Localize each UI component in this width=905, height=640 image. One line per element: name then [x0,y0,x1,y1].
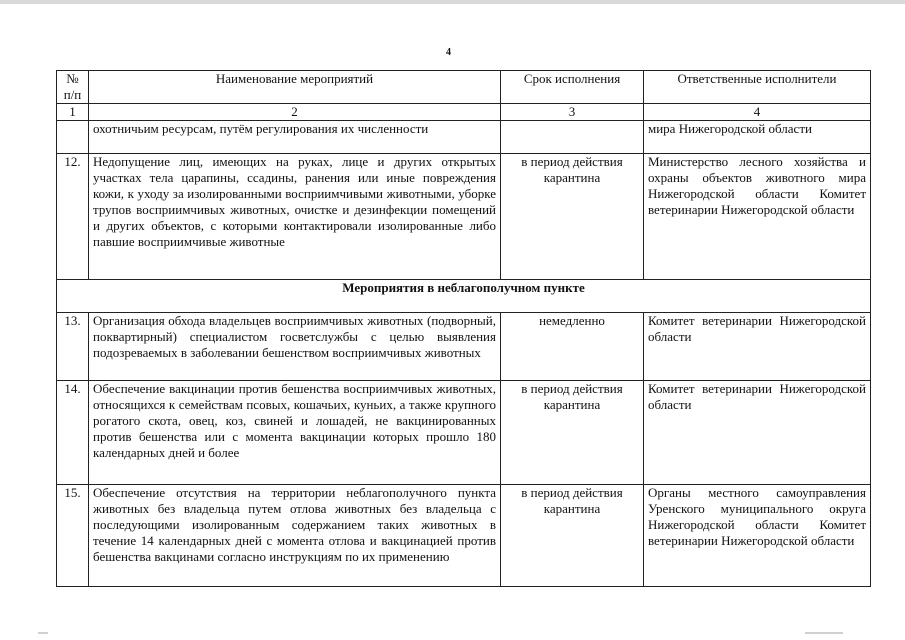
column-number: 3 [501,104,644,121]
column-number: 4 [644,104,871,121]
row-number: 12. [57,154,89,280]
header-number: № п/п [57,71,89,104]
row-responsible: мира Нижегородской области [644,121,871,154]
row-task: охотничьим ресурсам, путём регулирования их численности [89,121,501,154]
table-row [57,381,871,485]
row-term [501,121,644,154]
row-term: в период действия карантина [501,485,644,587]
table-row [57,154,871,280]
table-row [57,485,871,587]
row-term: в период действия карантина [501,381,644,485]
column-number: 2 [89,104,501,121]
row-responsible: Комитет ветеринарии Нижегородской области [644,381,871,485]
row-task: Организация обхода владельцев восприимчивых животных (подворный, поквартирный) специалистом госветслужбы с целью выявления подозреваемых в заболевании бешенством восприимчивых животных [89,313,501,381]
section-title: Мероприятия в неблагополучном пункте [57,280,871,313]
row-responsible: Комитет ветеринарии Нижегородской области [644,313,871,381]
header-term: Срок исполнения [501,71,644,104]
column-number-row [57,104,871,121]
column-number: 1 [57,104,89,121]
row-task: Обеспечение отсутствия на территории неблагополучного пункта животных без владельца путем отлова животных без владельца с последующими изолированным содержанием таких животных в течение 14 календарных дней с момента отлова и вакцинацией против бешенства вакцинами согласно инструкциям по их применению [89,485,501,587]
scan-mark [805,632,843,634]
row-number: 14. [57,381,89,485]
row-number: 13. [57,313,89,381]
row-responsible: Органы местного самоуправления Уренского муниципального округа Нижегородской области Комитет ветеринарии Нижегородской области [644,485,871,587]
table-header-row [57,71,871,104]
scan-mark [38,632,48,634]
measures-table [56,70,871,587]
header-name: Наименование мероприятий [89,71,501,104]
row-number [57,121,89,154]
row-term: немедленно [501,313,644,381]
row-number: 15. [57,485,89,587]
page-number: 4 [446,47,451,58]
section-row [57,280,871,313]
table-row [57,313,871,381]
row-task: Обеспечение вакцинации против бешенства восприимчивых животных, относящихся к семействам псовых, кошачьих, куньих, а также крупного рогатого скота, овец, коз, свиней и лошадей, не вакцинированных против бешенства или с момента вакцинации которых прошло 180 календарных дней и более [89,381,501,485]
top-scan-edge [0,0,905,4]
row-task: Недопущение лиц, имеющих на руках, лице и других открытых участках тела царапины, ссадины, ранения или иные повреждения кожи, к уходу за изолированными восприимчивыми животными, уборке трупов восприимчивых животных, очистке и дезинфекции помещений и других объектов, с которыми контактировали изолированные либо павшие восприимчивые животные [89,154,501,280]
table-row [57,121,871,154]
header-responsible: Ответственные исполнители [644,71,871,104]
row-term: в период действия карантина [501,154,644,280]
row-responsible: Министерство лесного хозяйства и охраны объектов животного мира Нижегородской области Комитет ветеринарии Нижегородской области [644,154,871,280]
